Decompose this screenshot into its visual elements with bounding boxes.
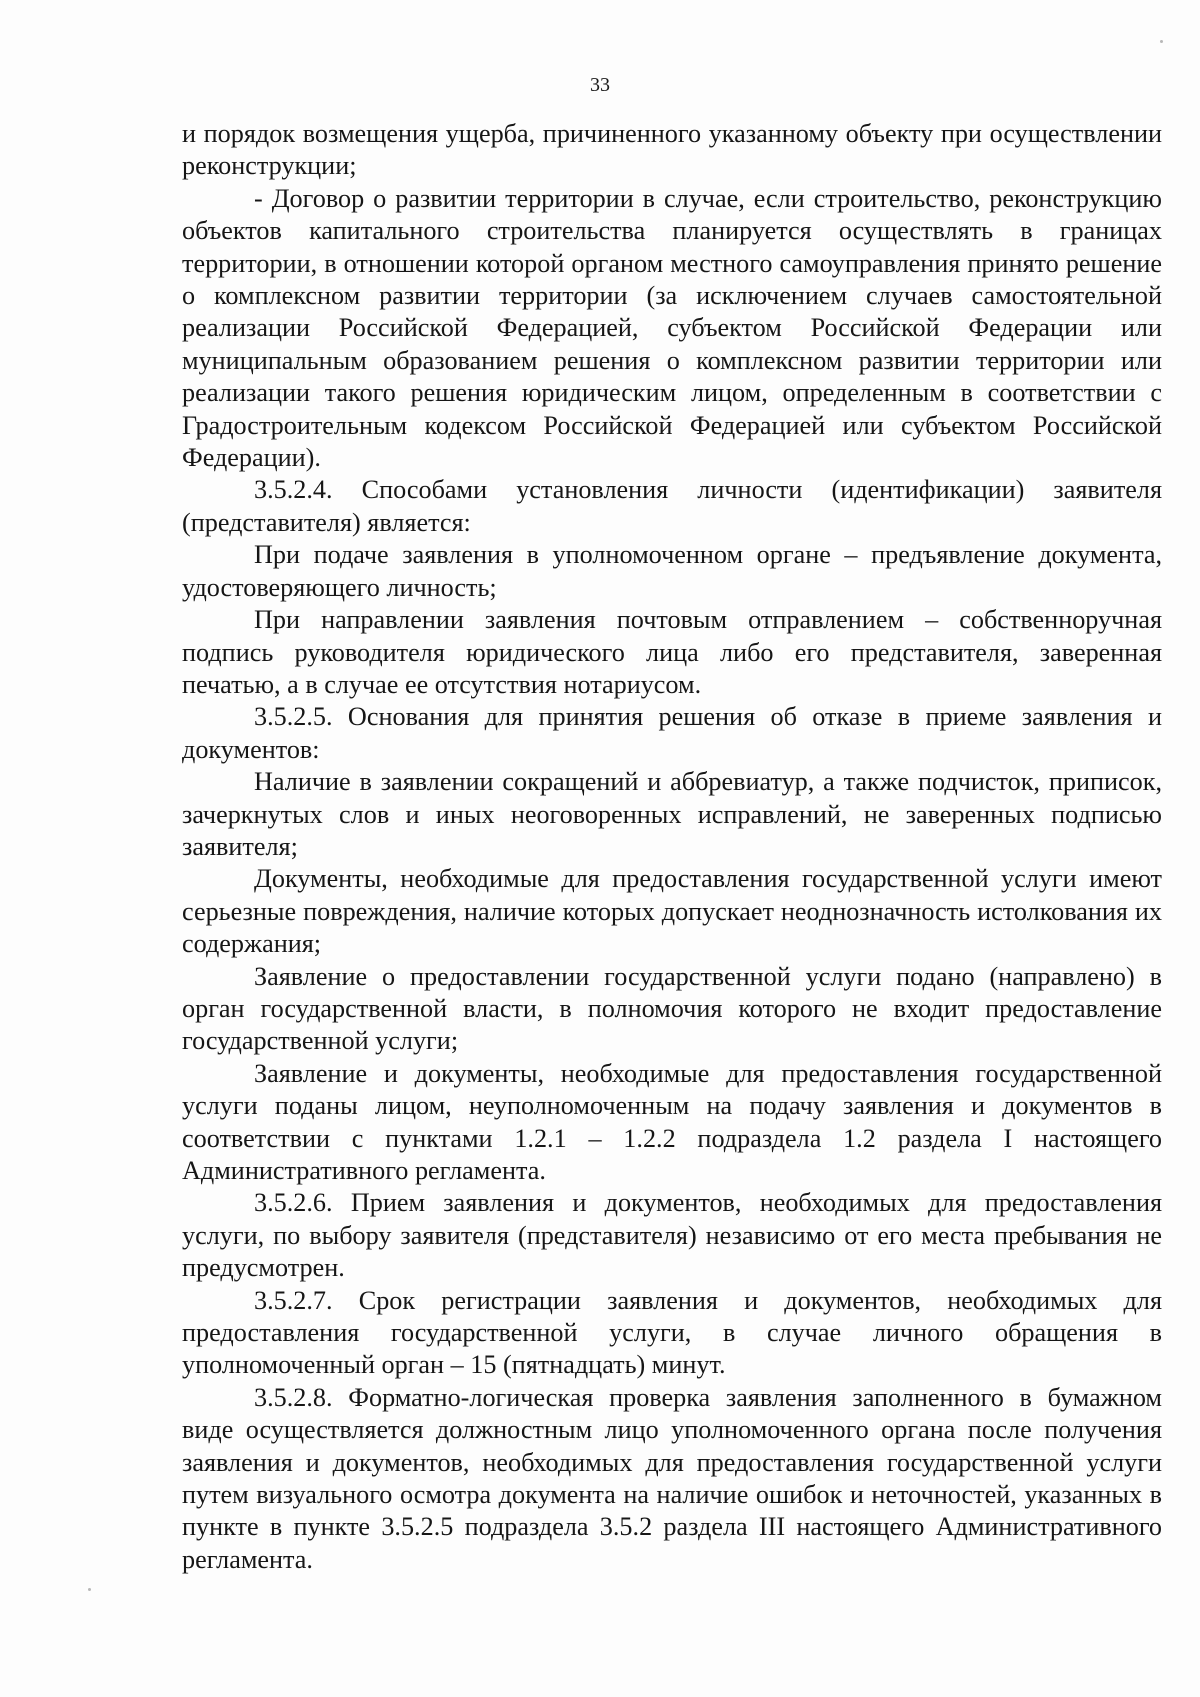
paragraph: При направлении заявления почтовым отправлением – собственноручная подпись руководителя юридического лица либо его представителя, заверенная печатью, а в случае ее отсутствия нотариусом.	[182, 605, 1162, 699]
paragraph: и порядок возмещения ущерба, причиненного указанному объекту при осуществлении реконструкции;	[182, 119, 1162, 181]
paragraph: Заявление о предоставлении государственной услуги подано (направлено) в орган государственной власти, в полномочия которого не входит предоставление государственной услуги;	[182, 961, 1162, 1056]
scan-speck	[88, 1588, 91, 1591]
paragraph: Документы, необходимые для предоставления государственной услуги имеют серьезные повреждения, наличие которых допускает неоднозначность истолкования их содержания;	[182, 864, 1162, 959]
paragraph: - Договор о развитии территории в случае, если строительство, реконструкцию объектов капитального строительства планируется осуществлять в границах территории, в отношении которой органом местного самоуправления принято решение о комплексном развитии территории (за исключением случаев самостоятельной реализации Российской Федерацией, субъектом Российской Федерации или муниципальным образованием решения о комплексном развитии территории или реализации такого решения юридическим лицом, определенным в соответствии с Градостроительным кодексом Российской Федерацией или субъектом Российской Федерации).	[182, 183, 1162, 473]
paragraph: При подаче заявления в уполномоченном органе – предъявление документа, удостоверяющего личность;	[182, 540, 1162, 602]
scan-speck	[1160, 40, 1163, 43]
paragraph: 3.5.2.8. Форматно-логическая проверка заявления заполненного в бумажном виде осуществляется должностным лицо уполномоченного органа после получения заявления и документов, необходимых для предоставления государственной услуги путем визуального осмотра документа на наличие ошибок и неточностей, указанных в пункте в пункте 3.5.2.5 подраздела 3.5.2 раздела III настоящего Административного регламента.	[182, 1382, 1162, 1574]
paragraph: 3.5.2.4. Способами установления личности (идентификации) заявителя (представителя) является:	[182, 475, 1162, 537]
paragraph: 3.5.2.7. Срок регистрации заявления и документов, необходимых для предоставления государственной услуги, в случае личного обращения в уполномоченный орган – 15 (пятнадцать) минут.	[182, 1285, 1162, 1380]
paragraph: 3.5.2.6. Прием заявления и документов, необходимых для предоставления услуги, по выбору заявителя (представителя) независимо от его места пребывания не предусмотрен.	[182, 1188, 1162, 1283]
page-number: 33	[590, 74, 610, 96]
paragraph: Наличие в заявлении сокращений и аббревиатур, а также подчисток, приписок, зачеркнутых слов и иных неоговоренных исправлений, не заверенных подписью заявителя;	[182, 767, 1162, 861]
paragraph: Заявление и документы, необходимые для предоставления государственной услуги поданы лицом, неуполномоченным на подачу заявления и документов в соответствии с пунктами 1.2.1 – 1.2.2 подраздела 1.2 раздела I настоящего Административного регламента.	[182, 1058, 1162, 1185]
document-body	[182, 118, 1162, 1576]
paragraph: 3.5.2.5. Основания для принятия решения об отказе в приеме заявления и документов:	[182, 702, 1162, 764]
